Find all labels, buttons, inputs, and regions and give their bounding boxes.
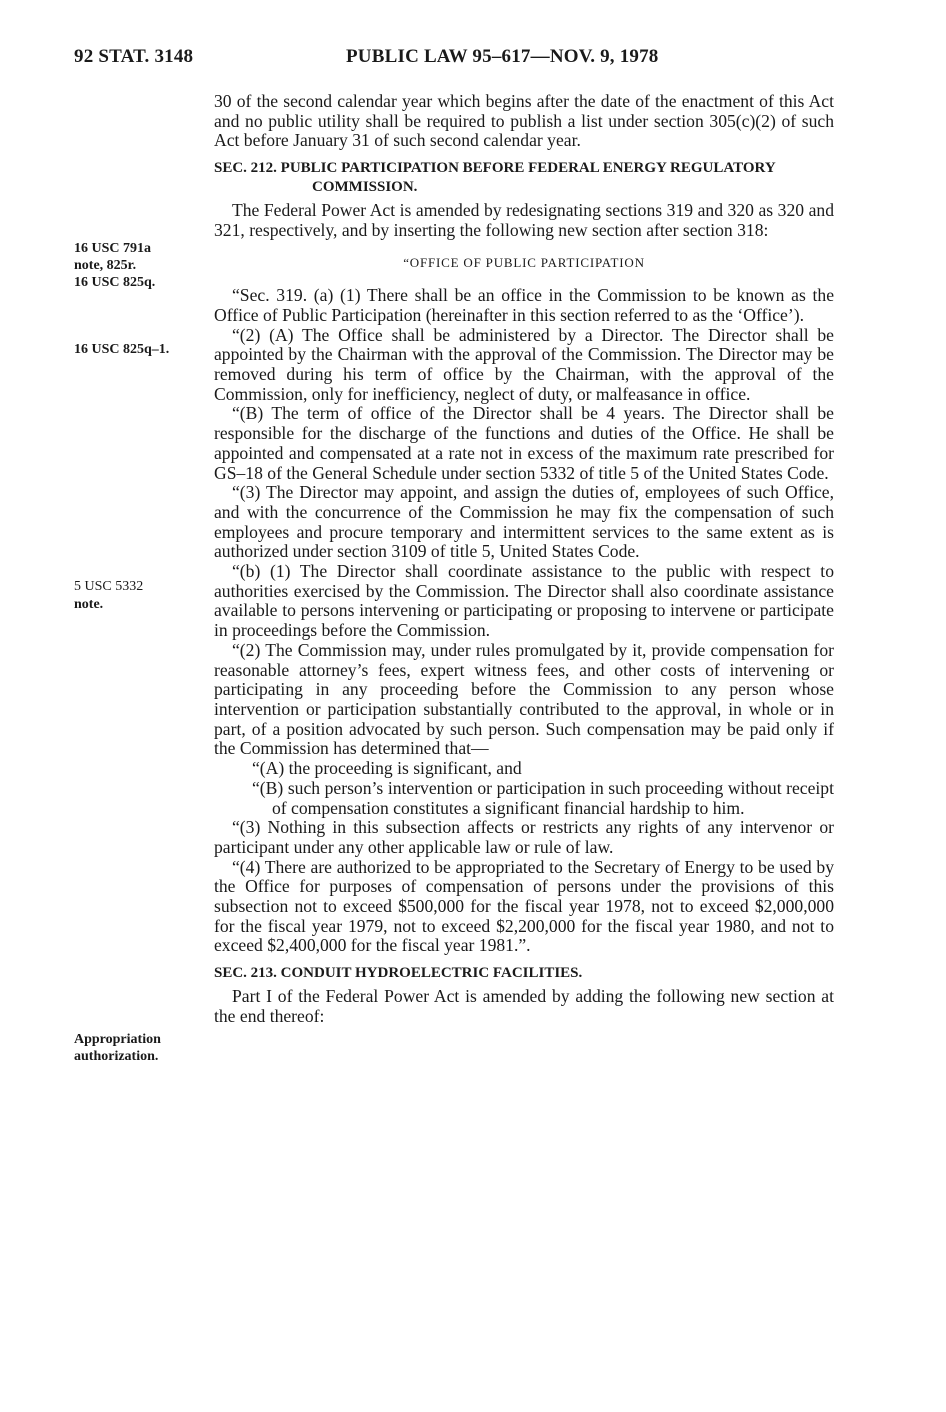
paragraph-2A: “(2) (A) The Office shall be administered by a Director. The Director shall be appointed by the Chairman with the approval of the Commission. The Director may be removed during his term of office by the Chairman, with the approval of the Commission, only for inefficiency, neglect of duty, or malfeasance in office.: [214, 324, 834, 404]
paragraph-3: “(3) The Director may appoint, and assign the duties of, employees of such Office, and with the concurrence of the Commission he may fix the compensation of such employees and procure temporary and intermittent services to the same extent as is authorized under section 3109 of title 5, United States Code.: [214, 482, 834, 562]
page-citation: 92 STAT. 3148: [74, 46, 194, 67]
paragraph-b1: “(b) (1) The Director shall coordinate assistance to the public with respect to authorities exercised by the Commission. The Director shall also coordinate assistance available to persons intervening or participating or proposing to intervene or participate in proceedings before the Commission.: [214, 561, 834, 641]
page-header: [74, 46, 864, 76]
margin-note-16usc791a: 16 USC 791a: [74, 241, 152, 256]
margin-note-5usc5332: 5 USC 5332: [74, 579, 144, 594]
paragraph-federal-power-act: The Federal Power Act is amended by redesignating sections 319 and 320 as 320 and 321, respectively, and by inserting the following new section after section 318:: [214, 200, 834, 240]
paragraph-b2: “(2) The Commission may, under rules promulgated by it, provide compensation for reasonable attorney’s fees, expert witness fees, and other costs of intervening or participating in any proceeding before the Commission to any person whose intervention or participation substantially contributed to the approval, in whole or in part, of a position advocated by such person. Such compensation may be paid only if the Commission has determined that—: [214, 639, 834, 759]
paragraph-intro: 30 of the second calendar year which begins after the date of the enactment of this Act and no public utility shall be required to publish a list under section 305(c)(2) of such Act before January 31 of such second calendar year.: [214, 91, 834, 151]
margin-note-16usc825q-1: 16 USC 825q–1.: [74, 342, 170, 357]
margin-note-appropriation: Appropriation: [74, 1032, 161, 1047]
margin-note-authorization: authorization.: [74, 1049, 159, 1064]
paragraph-B: “(B) such person’s intervention or participation in such proceeding without receipt of compensation constitutes a significant financial hardship to him.: [252, 777, 834, 818]
paragraph-319-a1: “Sec. 319. (a) (1) There shall be an office in the Commission to be known as the Office of Public Participation (hereinafter in this section referred to as the ‘Office’).: [214, 285, 834, 325]
margin-note-825r: note, 825r.: [74, 258, 137, 273]
paragraph-b4: “(4) There are authorized to be appropriated to the Secretary of Energy to be used by the Office for purposes of compensation of persons under the provisions of this subsection not to exceed $500,000 for the fiscal year 1978, not to exceed $2,000,000 for the fiscal year 1979, not to exceed $2,200,000 for the fiscal year 1980, and not to exceed $2,400,000 for the fiscal year 1981.”.: [214, 856, 834, 956]
office-heading: “OFFICE OF PUBLIC PARTICIPATION: [403, 254, 645, 270]
section-213-heading: SEC. 213. CONDUIT HYDROELECTRIC FACILITIES.: [214, 965, 583, 982]
paragraph-A: “(A) the proceeding is significant, and: [252, 758, 522, 779]
paragraph-b3: “(3) Nothing in this subsection affects or restricts any rights of any intervenor or participant under any other applicable law or rule of law.: [214, 817, 834, 857]
paragraph-2B: “(B) The term of office of the Director shall be 4 years. The Director shall be responsible for the discharge of the functions and duties of the Office. He shall be appointed and compensated at a rate not in excess of the maximum rate prescribed for GS–18 of the General Schedule under section 5332 of title 5 of the United States Code.: [214, 403, 834, 483]
margin-note-note: note.: [74, 597, 104, 612]
running-title: PUBLIC LAW 95–617—NOV. 9, 1978: [346, 46, 659, 67]
document-body: [214, 92, 834, 1027]
paragraph-part-1: Part I of the Federal Power Act is amended by adding the following new section at the end thereof:: [214, 986, 834, 1026]
section-212-heading: SEC. 212. PUBLIC PARTICIPATION BEFORE FEDERAL ENERGY REGULATORY COMMISSION.: [214, 160, 776, 196]
margin-note-16usc825q: 16 USC 825q.: [74, 275, 156, 290]
